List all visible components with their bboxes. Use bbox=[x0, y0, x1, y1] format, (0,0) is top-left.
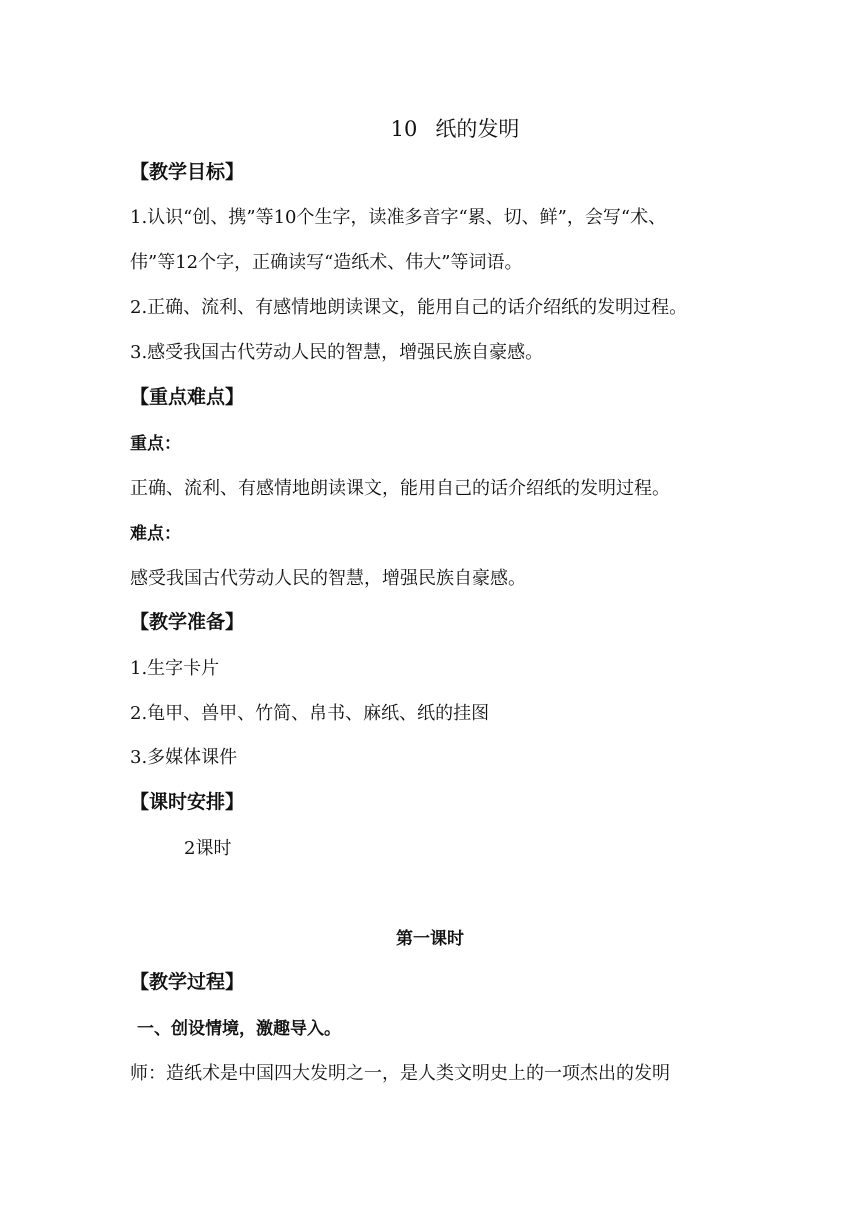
document-title bbox=[0, 115, 860, 143]
objective-3: 3.感受我国古代劳动人民的智慧，增强民族自豪感。 bbox=[130, 342, 544, 363]
objectives-heading: 【教学目标】 bbox=[130, 161, 245, 183]
objective-1-line-2: 伟”等12个字，正确读写“造纸术、伟大”等词语。 bbox=[130, 252, 523, 273]
key-difficult-heading: 【重点难点】 bbox=[130, 386, 245, 408]
prep-item-2: 2.龟甲、兽甲、竹简、帛书、麻纸、纸的挂图 bbox=[130, 703, 490, 724]
difficult-text: 感受我国古代劳动人民的智慧，增强民族自豪感。 bbox=[130, 568, 526, 589]
step-1-heading: 一、创设情境，激趣导入。 bbox=[137, 1019, 341, 1039]
lesson-heading: 第一课时 bbox=[396, 929, 464, 949]
title-number: 10 bbox=[390, 117, 418, 141]
objective-1-line-1: 1.认识“创、携”等10个生字，读准多音字“累、切、鲜”，会写“术、 bbox=[130, 207, 667, 228]
key-label: 重点： bbox=[130, 434, 181, 454]
prep-item-1: 1.生字卡片 bbox=[130, 658, 220, 679]
difficult-label: 难点： bbox=[130, 524, 181, 544]
process-heading: 【教学过程】 bbox=[130, 971, 245, 993]
schedule-text: 2课时 bbox=[184, 838, 232, 859]
schedule-heading: 【课时安排】 bbox=[130, 791, 245, 813]
step-1-text: 师：造纸术是中国四大发明之一，是人类文明史上的一项杰出的发明 bbox=[130, 1063, 670, 1084]
objective-2: 2.正确、流利、有感情地朗读课文，能用自己的话介绍纸的发明过程。 bbox=[130, 297, 688, 318]
preparation-heading: 【教学准备】 bbox=[130, 611, 245, 633]
key-text: 正确、流利、有感情地朗读课文，能用自己的话介绍纸的发明过程。 bbox=[130, 478, 670, 499]
title-text: 纸的发明 bbox=[435, 117, 520, 141]
prep-item-3: 3.多媒体课件 bbox=[130, 747, 238, 768]
